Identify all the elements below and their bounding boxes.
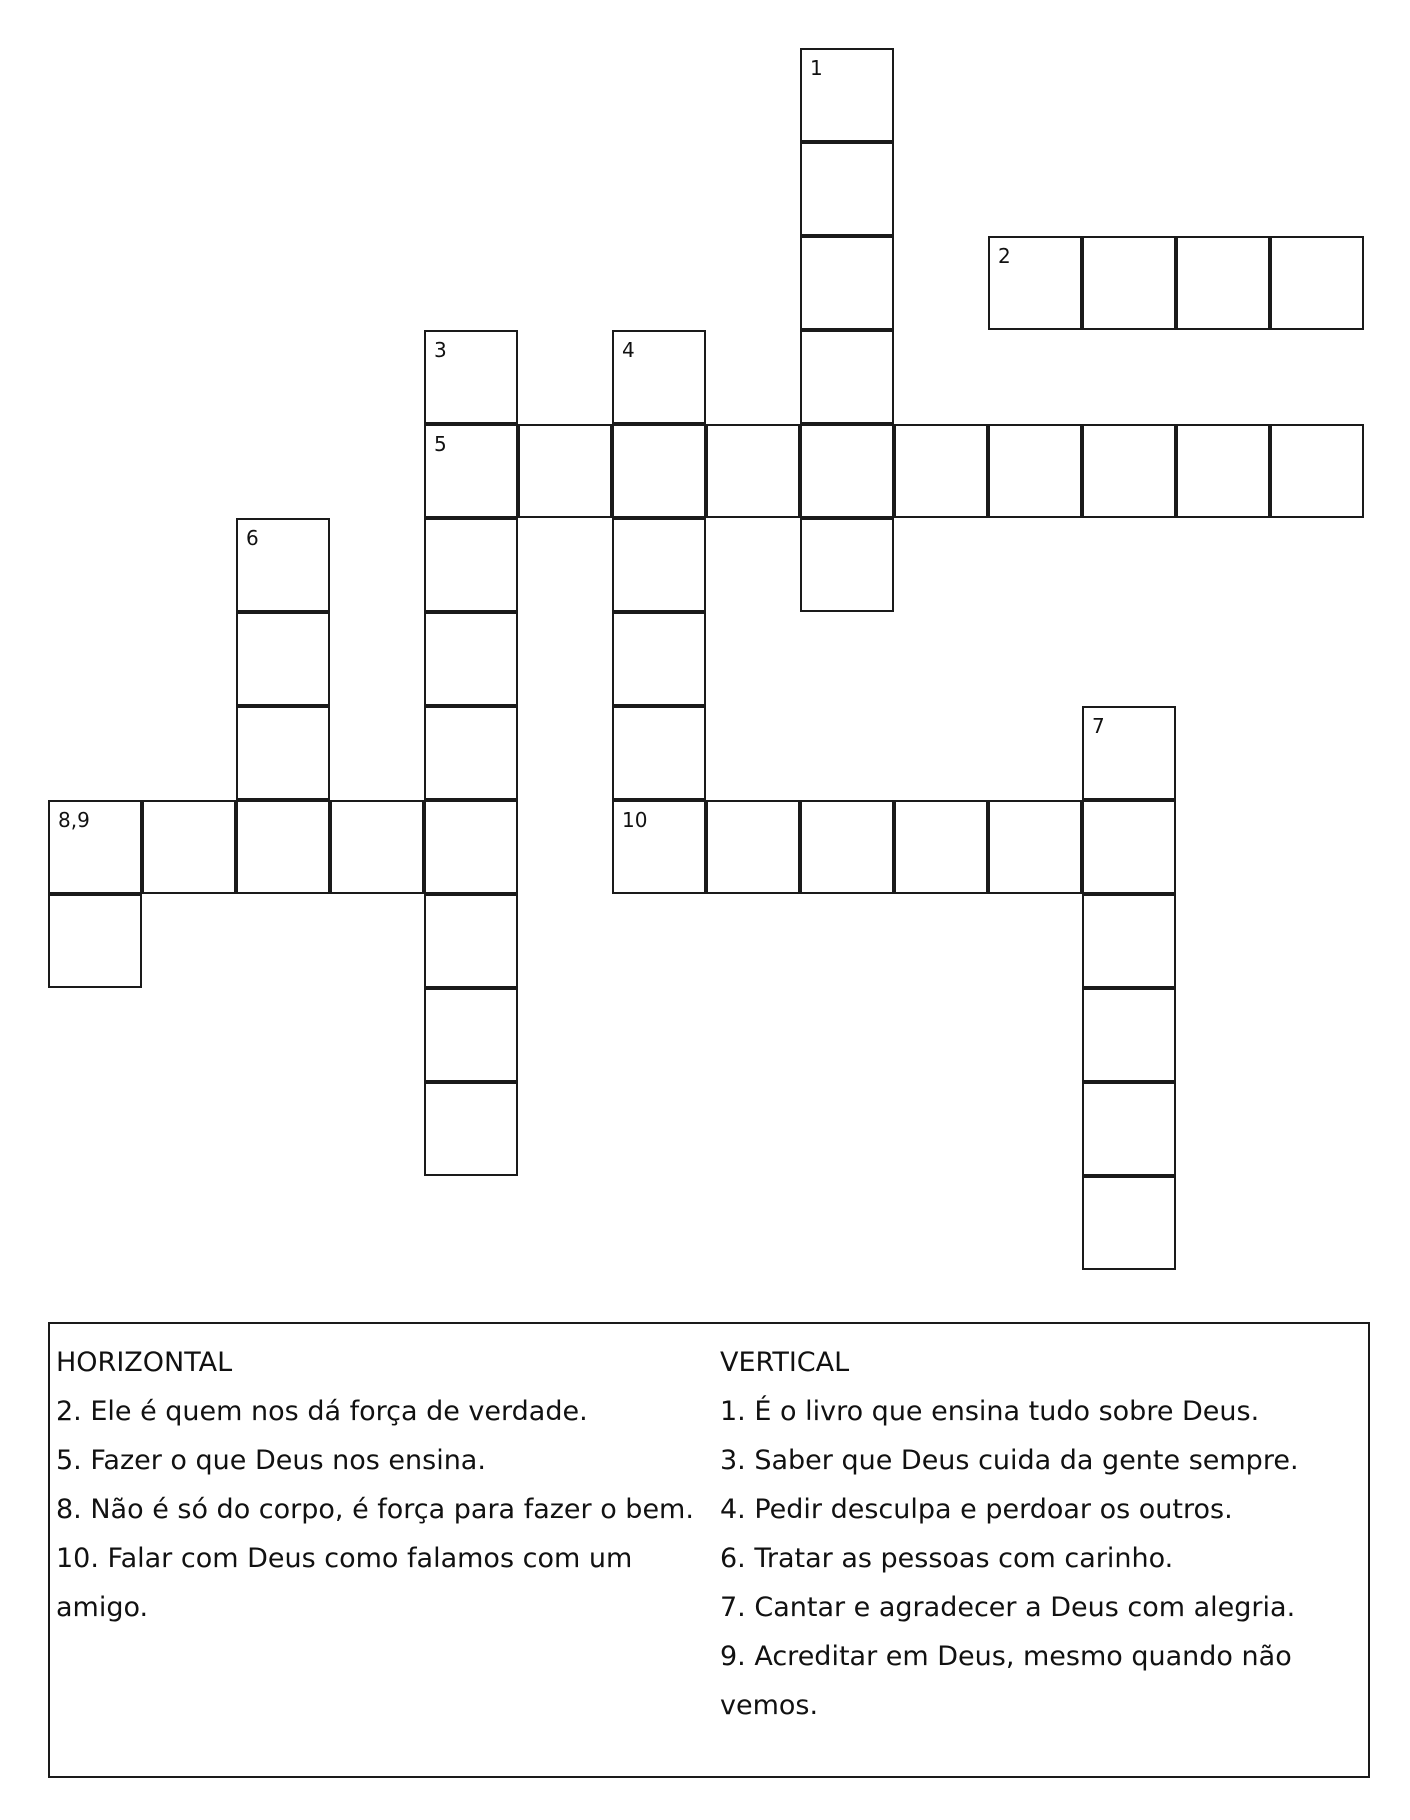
crossword-cell[interactable] <box>894 800 988 894</box>
clue-number: 8,9 <box>58 808 90 832</box>
crossword-cell[interactable] <box>424 800 518 894</box>
crossword-cell[interactable] <box>800 518 894 612</box>
crossword-cell[interactable] <box>236 612 330 706</box>
crossword-cell[interactable] <box>1082 1176 1176 1270</box>
crossword-cell[interactable] <box>518 424 612 518</box>
crossword-cell[interactable] <box>1176 236 1270 330</box>
crossword-cell[interactable] <box>1176 424 1270 518</box>
vertical-heading: VERTICAL <box>720 1347 850 1378</box>
crossword-cell[interactable] <box>800 330 894 424</box>
clues-box <box>48 1322 1370 1778</box>
crossword-cell[interactable] <box>612 612 706 706</box>
crossword-cell[interactable] <box>236 706 330 800</box>
vertical-clue-line: vemos. <box>720 1690 819 1721</box>
crossword-cell[interactable] <box>800 424 894 518</box>
crossword-cell[interactable] <box>800 800 894 894</box>
crossword-cell[interactable] <box>48 894 142 988</box>
crossword-cell[interactable] <box>988 800 1082 894</box>
crossword-cell[interactable] <box>424 424 518 518</box>
clue-number: 6 <box>246 526 259 550</box>
vertical-clue-line: 4. Pedir desculpa e perdoar os outros. <box>720 1494 1233 1525</box>
crossword-cell[interactable] <box>1082 894 1176 988</box>
crossword-cell[interactable] <box>48 800 142 894</box>
crossword-cell[interactable] <box>706 424 800 518</box>
crossword-cell[interactable] <box>612 424 706 518</box>
crossword-cell[interactable] <box>706 800 800 894</box>
crossword-cell[interactable] <box>424 330 518 424</box>
crossword-cell[interactable] <box>800 236 894 330</box>
clue-number: 2 <box>998 244 1011 268</box>
vertical-clue-line: 6. Tratar as pessoas com carinho. <box>720 1543 1174 1574</box>
crossword-cell[interactable] <box>424 706 518 800</box>
crossword-cell[interactable] <box>424 988 518 1082</box>
crossword-cell[interactable] <box>1082 800 1176 894</box>
vertical-clue-line: 3. Saber que Deus cuida da gente sempre. <box>720 1445 1299 1476</box>
clue-number: 10 <box>622 808 648 832</box>
crossword-cell[interactable] <box>612 706 706 800</box>
clue-number: 1 <box>810 56 823 80</box>
crossword-cell[interactable] <box>612 518 706 612</box>
crossword-cell[interactable] <box>800 142 894 236</box>
clue-number: 4 <box>622 338 635 362</box>
crossword-cell[interactable] <box>1082 236 1176 330</box>
crossword-cell[interactable] <box>988 236 1082 330</box>
horizontal-clue-line: 8. Não é só do corpo, é força para fazer o bem. <box>56 1494 694 1525</box>
clue-number: 3 <box>434 338 447 362</box>
crossword-cell[interactable] <box>1082 988 1176 1082</box>
crossword-cell[interactable] <box>142 800 236 894</box>
horizontal-clue-line: 5. Fazer o que Deus nos ensina. <box>56 1445 486 1476</box>
crossword-cell[interactable] <box>424 1082 518 1176</box>
crossword-cell[interactable] <box>330 800 424 894</box>
clue-number: 7 <box>1092 714 1105 738</box>
horizontal-clue-line: 10. Falar com Deus como falamos com um <box>56 1543 633 1574</box>
crossword-cell[interactable] <box>1270 424 1364 518</box>
crossword-cell[interactable] <box>1082 1082 1176 1176</box>
crossword-cell[interactable] <box>424 894 518 988</box>
vertical-clue-line: 7. Cantar e agradecer a Deus com alegria. <box>720 1592 1296 1623</box>
crossword-cell[interactable] <box>894 424 988 518</box>
crossword-cell[interactable] <box>800 48 894 142</box>
crossword-cell[interactable] <box>424 518 518 612</box>
crossword-cell[interactable] <box>612 330 706 424</box>
crossword-cell[interactable] <box>1082 706 1176 800</box>
crossword-cell[interactable] <box>1082 424 1176 518</box>
crossword-cell[interactable] <box>1270 236 1364 330</box>
crossword-cell[interactable] <box>988 424 1082 518</box>
vertical-clue-line: 1. É o livro que ensina tudo sobre Deus. <box>720 1396 1260 1427</box>
horizontal-clue-line: 2. Ele é quem nos dá força de verdade. <box>56 1396 588 1427</box>
crossword-cell[interactable] <box>236 800 330 894</box>
horizontal-heading: HORIZONTAL <box>56 1347 233 1378</box>
crossword-cell[interactable] <box>612 800 706 894</box>
vertical-clues <box>720 1338 1340 1730</box>
horizontal-clue-line: amigo. <box>56 1592 149 1623</box>
vertical-clue-line: 9. Acreditar em Deus, mesmo quando não <box>720 1641 1292 1672</box>
horizontal-clues <box>56 1338 706 1632</box>
clue-number: 5 <box>434 432 447 456</box>
crossword-cell[interactable] <box>424 612 518 706</box>
crossword-cell[interactable] <box>236 518 330 612</box>
